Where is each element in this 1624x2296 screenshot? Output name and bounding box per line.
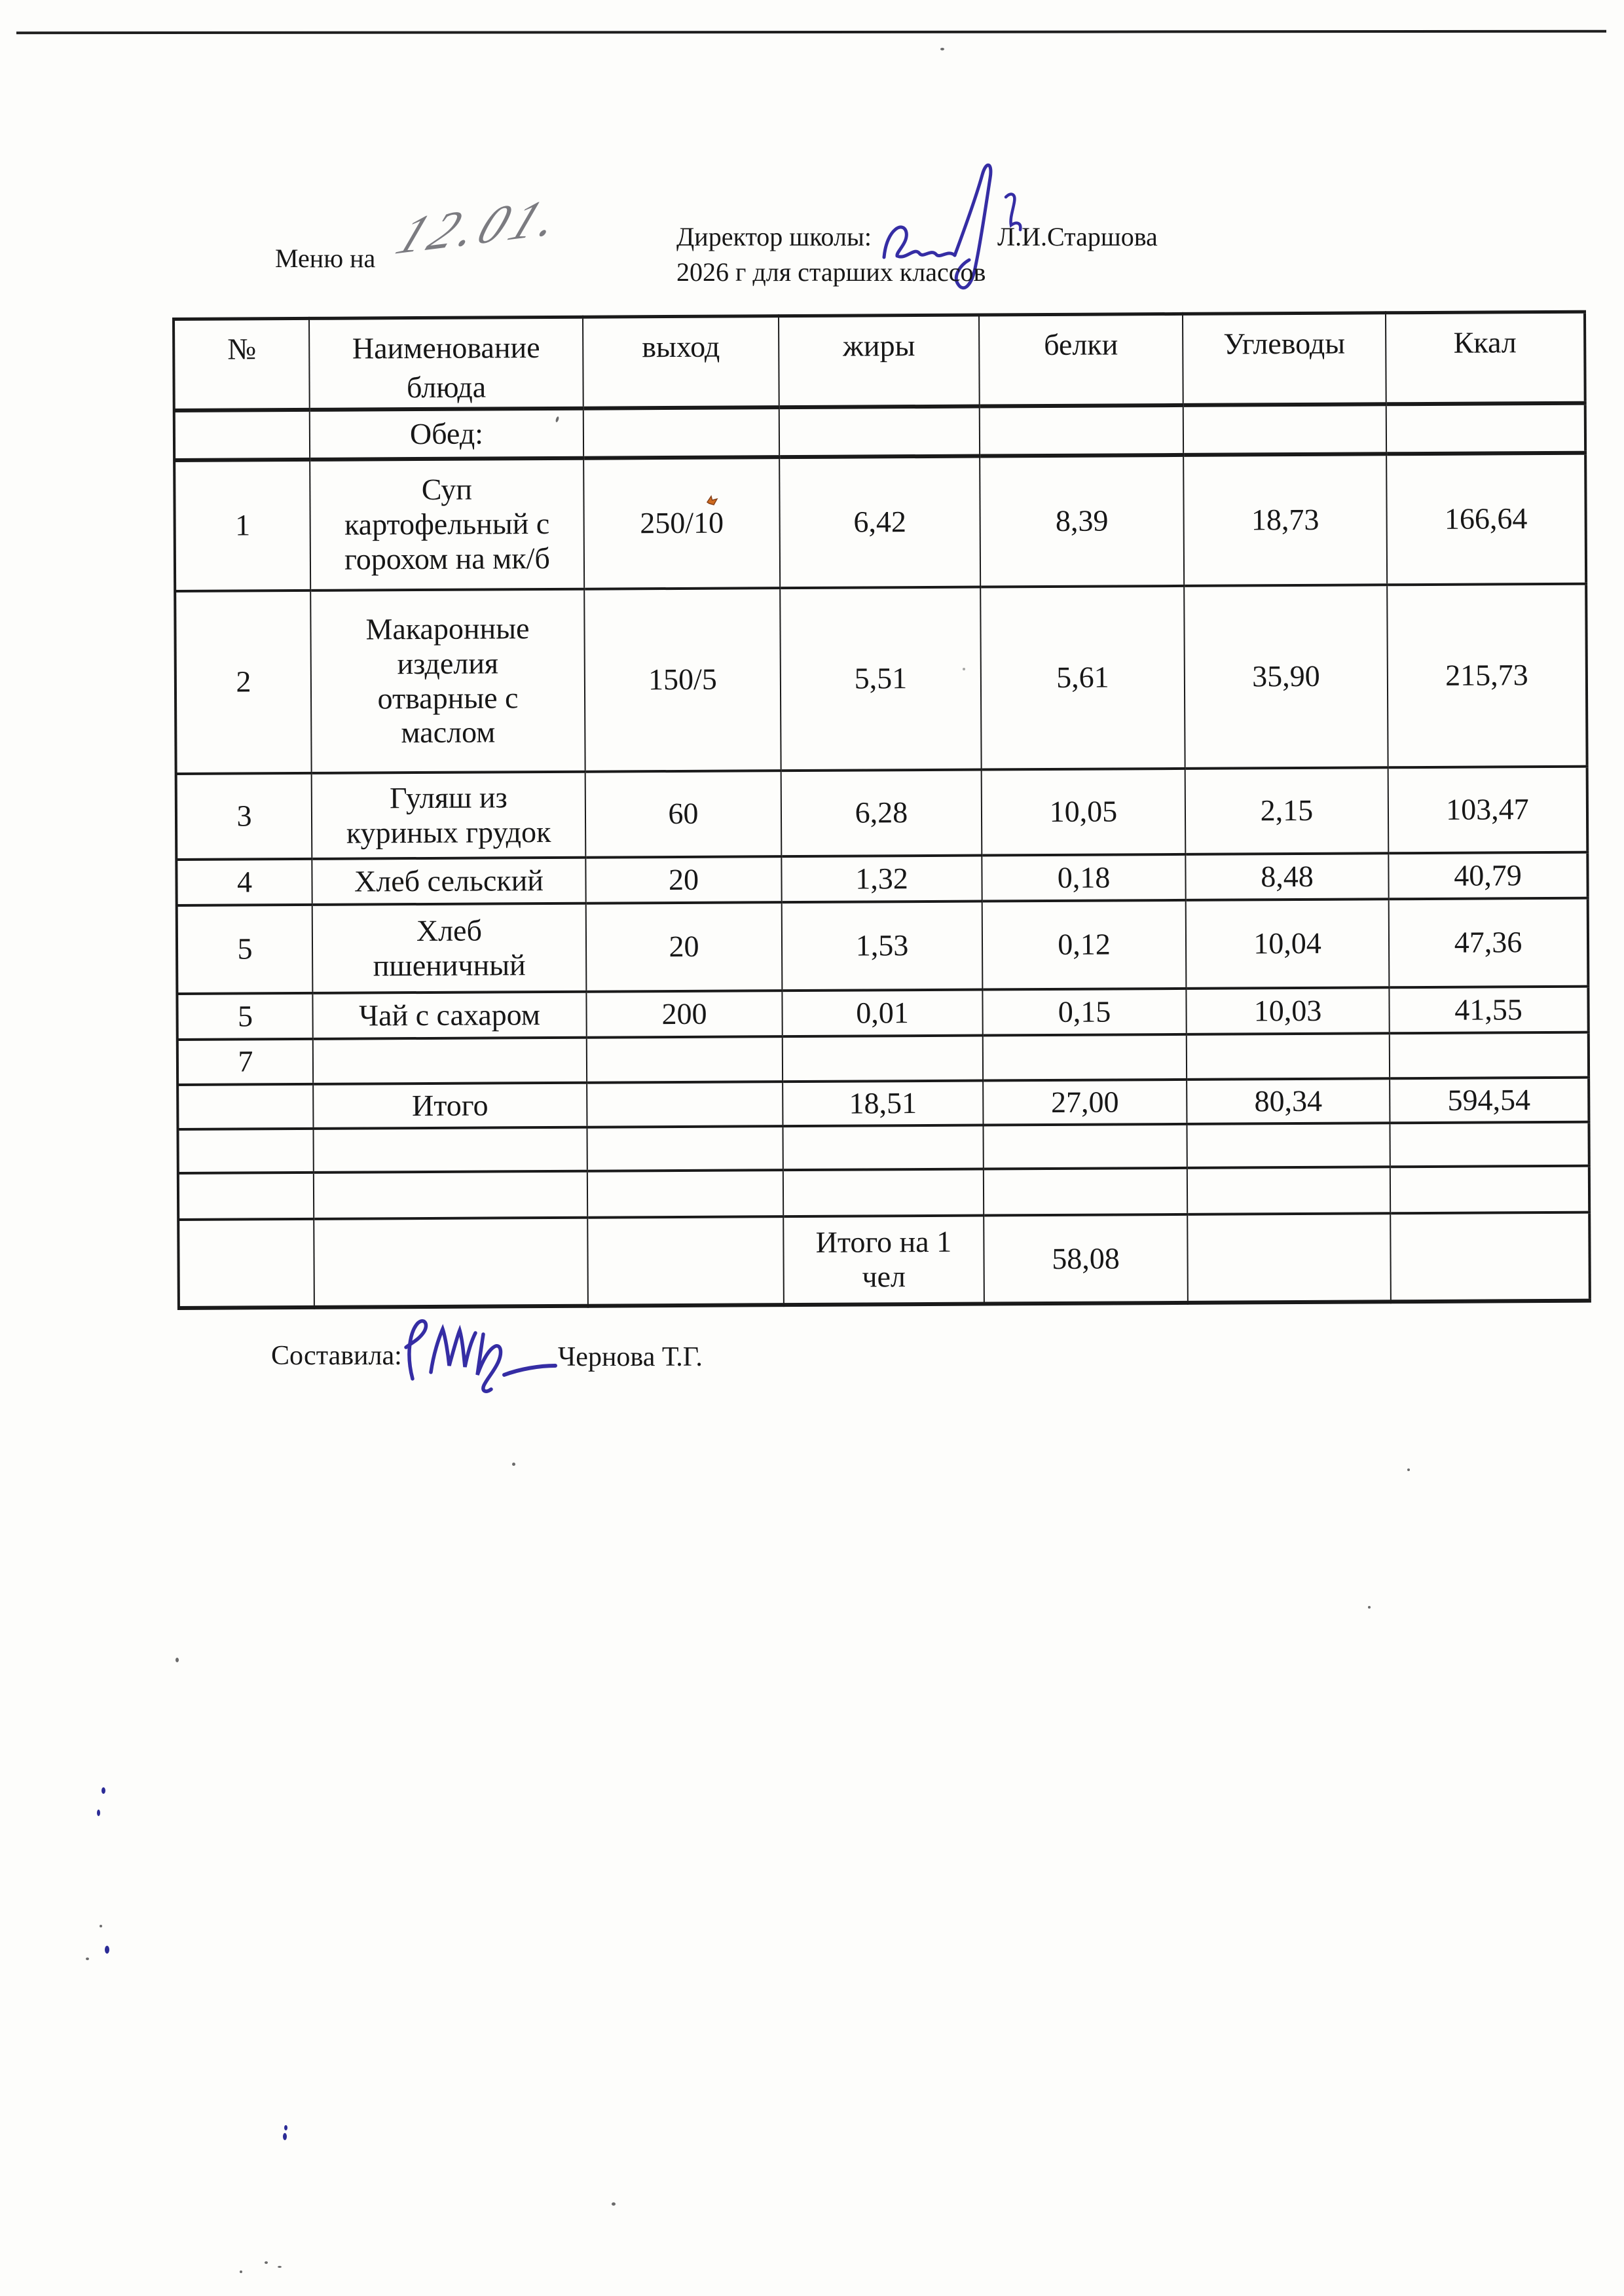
composer-signature-stroke (406, 1321, 426, 1379)
per-person-value: 58,08 (984, 1214, 1188, 1304)
composer-signature-stroke (431, 1329, 475, 1372)
col-header-name: Наименование блюда (309, 317, 583, 410)
totals-kkal: 594,54 (1390, 1078, 1589, 1123)
cell-zhiry: 1,53 (782, 902, 983, 991)
scan-speck (265, 2261, 268, 2264)
empty-row (178, 1166, 1589, 1220)
cell-num (174, 410, 310, 460)
per-person-row (178, 1212, 1590, 1308)
scan-speck (86, 1958, 89, 1960)
menu-label: Меню на (275, 244, 376, 273)
cell-uglevody: 8,48 (1185, 853, 1388, 900)
section-row (174, 403, 1585, 460)
totals-belki: 27,00 (983, 1080, 1187, 1125)
composed-name: Чернова Т.Г. (558, 1342, 703, 1372)
table-row (176, 767, 1588, 860)
scan-speck (175, 1658, 179, 1662)
menu-date-handwritten: 12.01. (388, 185, 576, 266)
cell-zhiry: 0,01 (782, 990, 982, 1037)
scan-speck (512, 1463, 515, 1466)
cursor-artifact-shape (707, 496, 717, 505)
director-label: Директор школы: (676, 222, 872, 251)
cell-num: 5 (177, 905, 313, 994)
cell-kkal: 40,79 (1388, 852, 1587, 900)
totals-label: Итого (313, 1083, 587, 1129)
col-header-num: № (174, 318, 310, 410)
cell-belki: 0,15 (982, 989, 1186, 1036)
table-header-row (174, 312, 1585, 410)
cell-vyhod: 200 (586, 991, 782, 1038)
ink-speck (284, 2125, 287, 2130)
cell-belki: 8,39 (980, 455, 1184, 587)
cell-zhiry: 1,32 (781, 856, 982, 903)
cell-vyhod: 20 (585, 856, 781, 903)
scan-speck (940, 48, 944, 50)
ink-speck (283, 2133, 287, 2140)
cell-name: Хлеб сельский (312, 858, 585, 905)
cell-uglevody: 2,15 (1185, 767, 1389, 854)
cell-num: 3 (176, 773, 312, 860)
cell-num: 1 (174, 460, 310, 591)
table-row (177, 898, 1589, 994)
cell-num: 7 (177, 1039, 313, 1085)
scan-speck (240, 2270, 242, 2273)
cell-kkal: 215,73 (1387, 584, 1587, 768)
cell-zhiry: 6,28 (781, 770, 982, 857)
cell-kkal: 103,47 (1388, 767, 1588, 854)
scan-speck (963, 668, 965, 670)
cell-vyhod: 60 (585, 771, 782, 858)
scan-speck (100, 1925, 102, 1927)
cell-zhiry: 6,42 (779, 456, 980, 589)
cell-vyhod: 150/5 (584, 588, 781, 772)
ink-speck (105, 1946, 109, 1954)
col-header-kkal: Ккал (1386, 312, 1585, 404)
cell-belki: 10,05 (982, 769, 1186, 856)
cell-zhiry: 5,51 (780, 587, 981, 771)
empty-row (177, 1122, 1589, 1173)
cell-name: Гуляш из куриных грудок (312, 772, 586, 859)
composer-signature (392, 1313, 562, 1395)
cell-name: Чай с сахаром (312, 992, 586, 1039)
cell-belki: 0,18 (982, 854, 1185, 902)
cell-num: 2 (175, 591, 311, 774)
cell-belki: 0,12 (982, 900, 1187, 990)
cell-belki: 5,61 (980, 586, 1185, 770)
director-name: Л.И.Старшова (997, 222, 1158, 251)
table-row (177, 1032, 1589, 1085)
scan-speck (612, 2202, 616, 2206)
cell-num (177, 1084, 313, 1129)
totals-uglevody: 80,34 (1187, 1078, 1390, 1124)
col-header-uglevody: Углеводы (1183, 313, 1386, 405)
menu-table (172, 310, 1591, 1310)
cell-name (313, 1038, 587, 1084)
cell-num: 4 (176, 859, 312, 905)
cell-uglevody: 18,73 (1183, 454, 1387, 586)
section-label: Обед: (310, 409, 583, 460)
cell-kkal: 47,36 (1389, 898, 1589, 988)
table-row (176, 852, 1587, 905)
table-row (177, 987, 1588, 1040)
composed-label: Составила: (271, 1341, 402, 1371)
cell-name: Макаронные изделия отварные с маслом (310, 589, 585, 773)
totals-row (177, 1078, 1589, 1129)
composer-signature-stroke (504, 1366, 555, 1375)
cell-name: Хлеб пшеничный (312, 903, 587, 993)
cell-uglevody: 10,04 (1186, 899, 1390, 989)
ink-speck (97, 1810, 100, 1816)
cell-uglevody: 10,03 (1186, 987, 1389, 1034)
cell-kkal: 166,64 (1386, 453, 1586, 585)
totals-zhiry: 18,51 (783, 1081, 983, 1127)
scan-speck (1368, 1606, 1371, 1609)
col-header-belki: белки (979, 314, 1183, 406)
menu-subtitle: 2026 г для старших классов (676, 257, 986, 287)
cell-vyhod: 20 (586, 902, 783, 992)
cell-name: Суп картофельный с горохом на мк/б (310, 458, 584, 591)
cell-uglevody: 35,90 (1184, 585, 1388, 769)
scan-speck (278, 2266, 282, 2268)
cell-vyhod (587, 1082, 783, 1127)
cell-num: 5 (177, 993, 312, 1040)
scan-speck (1407, 1468, 1410, 1471)
col-header-zhiry: жиры (779, 315, 980, 407)
director-signature-stroke (884, 227, 955, 257)
ink-speck (101, 1787, 105, 1794)
cell-kkal: 41,55 (1389, 987, 1588, 1034)
cell-vyhod: 250/10 (583, 457, 780, 589)
table-row (174, 453, 1586, 591)
table-row (175, 584, 1587, 774)
cursor-artifact (706, 495, 719, 507)
page-edge-line (16, 30, 1606, 35)
col-header-vyhod: выход (583, 316, 779, 409)
per-person-label: Итого на 1 чел (783, 1216, 984, 1305)
composer-signature-stroke (477, 1334, 500, 1391)
